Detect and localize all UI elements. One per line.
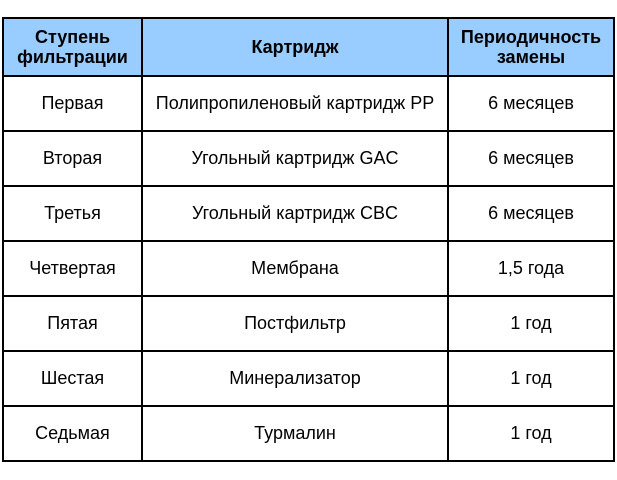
- period-cell: 1,5 года: [448, 241, 614, 296]
- stage-cell: Первая: [3, 76, 142, 131]
- stage-cell: Пятая: [3, 296, 142, 351]
- table-row: [3, 131, 614, 186]
- header-replacement-period: Периодичность замены: [448, 18, 614, 76]
- table-row: [3, 76, 614, 131]
- stage-cell: Седьмая: [3, 406, 142, 461]
- header-cartridge: Картридж: [142, 18, 448, 76]
- table-row: [3, 296, 614, 351]
- table-header-row: [3, 18, 614, 76]
- cartridge-cell: Полипропиленовый картридж PP: [142, 76, 448, 131]
- stage-cell: Вторая: [3, 131, 142, 186]
- stage-cell: Третья: [3, 186, 142, 241]
- period-cell: 6 месяцев: [448, 76, 614, 131]
- period-cell: 6 месяцев: [448, 186, 614, 241]
- period-cell: 1 год: [448, 406, 614, 461]
- cartridge-cell: Постфильтр: [142, 296, 448, 351]
- period-cell: 1 год: [448, 351, 614, 406]
- cartridge-cell: Угольный картридж CBC: [142, 186, 448, 241]
- table-row: [3, 406, 614, 461]
- table-row: [3, 351, 614, 406]
- filter-replacement-table: [2, 17, 615, 462]
- stage-cell: Четвертая: [3, 241, 142, 296]
- period-cell: 1 год: [448, 296, 614, 351]
- period-cell: 6 месяцев: [448, 131, 614, 186]
- header-stage: Ступень фильтрации: [3, 18, 142, 76]
- cartridge-cell: Минерализатор: [142, 351, 448, 406]
- stage-cell: Шестая: [3, 351, 142, 406]
- cartridge-cell: Мембрана: [142, 241, 448, 296]
- table-row: [3, 186, 614, 241]
- cartridge-cell: Турмалин: [142, 406, 448, 461]
- cartridge-cell: Угольный картридж GAC: [142, 131, 448, 186]
- table-row: [3, 241, 614, 296]
